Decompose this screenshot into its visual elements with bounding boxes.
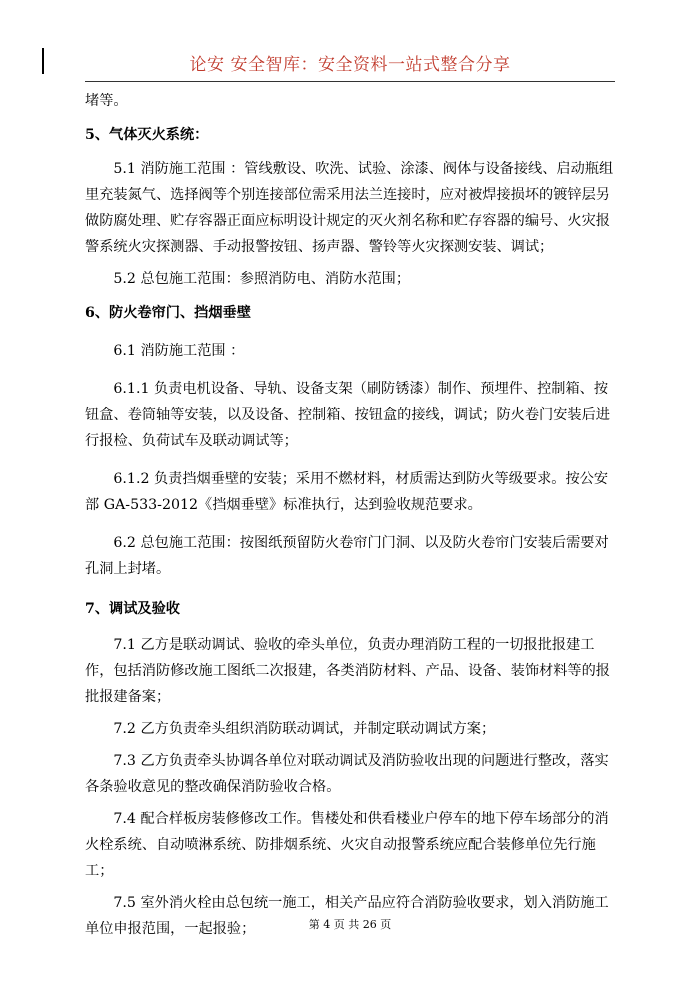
paragraph: 6.1.2 负责挡烟垂壁的安装；采用不燃材料，材质需达到防火等级要求。按公安部 GA-533-2012《挡烟垂壁》标准执行，达到验收规范要求。 [85,471,609,513]
section-heading: 6、防火卷帘门、挡烟垂壁 [85,305,251,321]
header-title: 论安 安全智库：安全资料一站式整合分享 [189,55,511,75]
paragraph: 7.5 室外消火栓由总包统一施工，相关产品应符合消防验收要求，划入消防施工单位申报范围，一起报验； [85,895,609,937]
paragraph: 7.4 配合样板房装修修改工作。售楼处和供看楼业户停车的地下停车场部分的消火栓系统、自动喷淋系统、防排烟系统、火灾自动报警系统应配合装修单位先行施工； [85,811,609,879]
paragraph: 7.2 乙方负责牵头组织消防联动调试，并制定联动调试方案； [113,721,496,737]
paragraph: 5.2 总包施工范围：参照消防电、消防水范围； [113,271,411,287]
paragraph: 6.1.1 负责电机设备、导轨、设备支架（刷防锈漆）制作、预埋件、控制箱、按钮盒、卷筒轴等安装，以及设备、控制箱、按钮盒的接线，调试；防火卷门安装后进行报检、负荷试车及联动调试等； [85,381,610,449]
margin-bar [42,48,44,74]
section-heading: 7、调试及验收 [85,601,180,617]
paragraph: 7.1 乙方是联动调试、验收的牵头单位，负责办理消防工程的一切报批报建工作，包括消防修改施工图纸二次报建，各类消防材料、产品、设备、装饰材料等的报批报建备案； [85,637,610,705]
header-rule [85,81,615,82]
paragraph: 7.3 乙方负责牵头协调各单位对联动调试及消防验收出现的问题进行整改，落实各条验收意见的整改确保消防验收合格。 [85,753,609,795]
paragraph: 堵等。 [85,93,128,109]
paragraph: 6.1 消防施工范围 ： [113,343,245,359]
paragraph: 5.1 消防施工范围 ：管线敷设、吹洗、试验、涂漆、阀体与设备接线、启动瓶组里充装氮气、选择阀等个别连接部位需采用法兰连接时，应对被焊接损坏的镀锌层另做防腐处理、贮存容器正面应标明设计规定的灭火剂名称和贮存容器的编号、火灾报警系统火灾探测器、手动报警按钮、扬声器、警铃等火灾探测安装、调试； [85,161,614,255]
page-number: 第 4 页 共 26 页 [308,918,392,931]
paragraph: 6.2 总包施工范围：按图纸预留防火卷帘门门洞、以及防火卷帘门安装后需要对孔洞上封堵。 [85,535,609,577]
section-heading: 5、气体灭火系统： [85,127,209,143]
document-body [85,88,615,942]
